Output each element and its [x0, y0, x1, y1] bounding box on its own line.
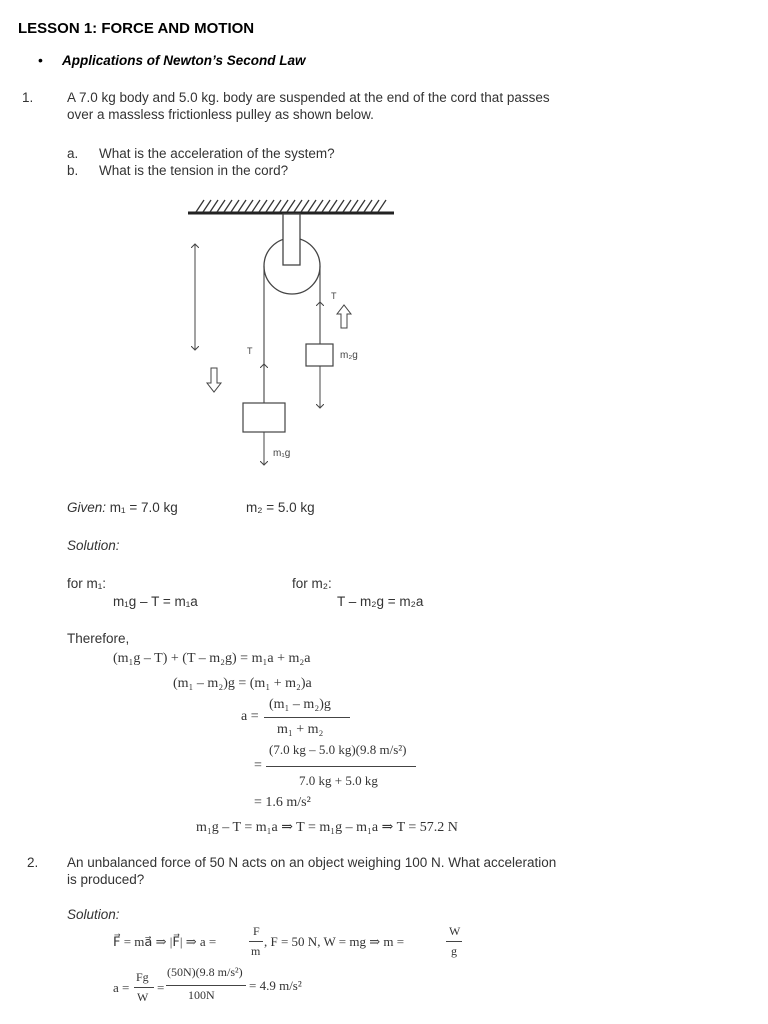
question-a-text: What is the acceleration of the system?	[99, 146, 335, 161]
problem-2-number: 2.	[27, 855, 39, 870]
given-label: Given:	[67, 500, 107, 515]
tension-label-right: T	[331, 291, 337, 301]
problem-1-text-line1: A 7.0 kg body and 5.0 kg. body are suspended at the end of the cord that passes	[67, 90, 550, 105]
p2-frac-w-den: g	[451, 944, 457, 958]
p2-frac-f-bar	[249, 941, 263, 942]
p2-frac-den-values: 100N	[188, 988, 215, 1002]
pulley-bracket	[283, 214, 300, 265]
problem-1-number: 1.	[22, 90, 34, 105]
problem-2-text-line2: is produced?	[67, 872, 145, 887]
p2-frac-f-den: m	[251, 944, 261, 958]
bullet: •	[38, 52, 43, 68]
solution-label-1: Solution:	[67, 538, 120, 553]
equation-m1: m₁g – T = m₁a	[113, 594, 198, 609]
derivation-line-1: (m₁g – T) + (T – m₂g) = m₁a + m₂a	[113, 651, 311, 666]
fraction-2-denominator: 7.0 kg + 5.0 kg	[299, 773, 378, 788]
p2-frac-values-bar	[166, 985, 246, 986]
pulley-diagram	[0, 0, 768, 480]
derivation-line-2: (m₁ – m₂)g = (m₁ + m₂)a	[173, 676, 312, 691]
problem-2-text-line1: An unbalanced force of 50 N acts on an object weighing 100 N. What acceleration	[67, 855, 557, 870]
fraction-1-numerator: (m₁ – m₂)g	[269, 697, 331, 712]
given-m2: m₂ = 5.0 kg	[246, 500, 315, 515]
down-hollow-arrow-icon	[207, 368, 221, 392]
weight-label-m2: m₂g	[340, 350, 358, 361]
p2-line1-part2: , F = 50 N, W = mg ⇒ m =	[264, 934, 405, 949]
for-m2-label: for m₂:	[292, 576, 332, 591]
solution-label-2: Solution:	[67, 907, 120, 922]
fraction-1-denominator: m₁ + m₂	[277, 722, 324, 737]
equals-sign: =	[254, 758, 262, 773]
block-m1	[243, 403, 285, 432]
p2-frac-fg-bar	[134, 987, 154, 988]
lesson-subtitle: Applications of Newton’s Second Law	[62, 53, 306, 68]
block-m2	[306, 344, 333, 366]
fraction-1-bar	[264, 717, 350, 718]
p2-frac-fg-num: Fg	[136, 970, 149, 984]
p2-frac-w-bar	[446, 941, 462, 942]
given-m1: m₁ = 7.0 kg	[109, 500, 178, 515]
up-hollow-arrow-icon	[337, 305, 351, 328]
fraction-2-bar	[266, 766, 416, 767]
fraction-2-numerator: (7.0 kg – 5.0 kg)(9.8 m/s²)	[269, 742, 407, 757]
weight-label-m1: m₁g	[273, 448, 291, 459]
question-b-text: What is the tension in the cord?	[99, 163, 289, 178]
question-b-letter: b.	[67, 163, 79, 178]
p2-frac-fg-den: W	[137, 990, 149, 1004]
therefore-label: Therefore,	[67, 631, 130, 646]
p2-line1-part1: F⃗ = ma⃗ ⇒ |F⃗| ⇒ a =	[113, 934, 217, 949]
acceleration-result: = 1.6 m/s²	[254, 795, 311, 810]
for-m1-label: for m₁:	[67, 576, 107, 591]
problem-1-text-line2: over a massless frictionless pulley as shown below.	[67, 107, 374, 122]
lesson-title: LESSON 1: FORCE AND MOTION	[18, 20, 255, 37]
p2-frac-w-num: W	[449, 924, 461, 938]
tension-label-left: T	[247, 346, 253, 356]
equation-m2: T – m₂g = m₂a	[337, 594, 424, 609]
p2-a-equals: a =	[113, 980, 130, 995]
p2-result: = 4.9 m/s²	[249, 978, 302, 993]
question-a-letter: a.	[67, 146, 79, 161]
p2-frac-num-values: (50N)(9.8 m/s²)	[167, 965, 243, 979]
p2-equals: =	[157, 980, 165, 995]
tension-derivation: m₁g – T = m₁a ⇒ T = m₁g – m₁a ⇒ T = 57.2 N	[196, 820, 458, 835]
p2-frac-f-num: F	[253, 924, 260, 938]
ceiling	[188, 200, 394, 213]
a-equals: a =	[241, 709, 259, 724]
